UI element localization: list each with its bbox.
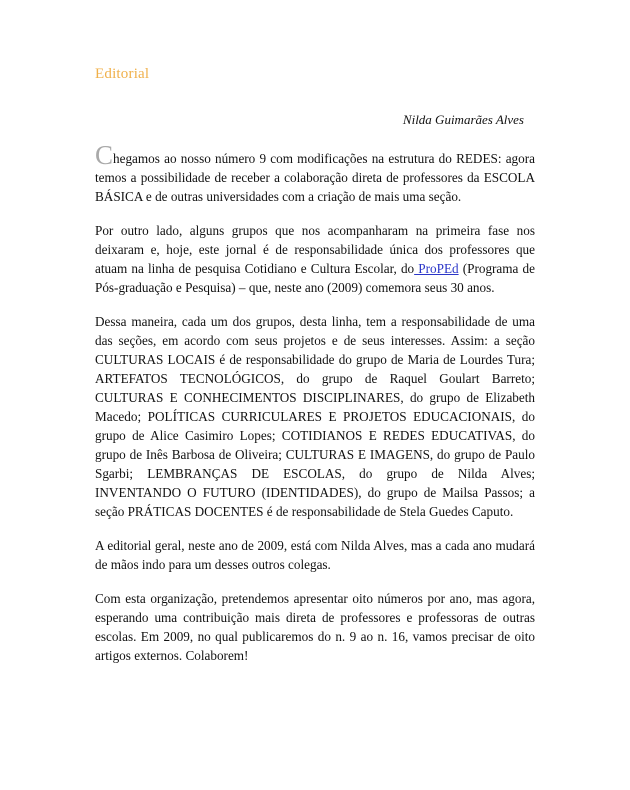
drop-cap: C	[95, 140, 114, 170]
paragraph-3: Dessa maneira, cada um dos grupos, desta linha, tem a responsabilidade de uma das seções, em acordo com seus projetos e de seus interesses. Assim: a seção CULTURAS LOCAIS é de responsabilidade do grupo de Maria de Lourdes Tura; ARTEFATOS TECNOLÓGICOS, do grupo de Raquel Goulart Barreto; CULTURAS E CONHECIMENTOS DISCIPLINARES, do grupo de Elizabeth Macedo; POLÍTICAS CURRICULARES E PROJETOS EDUCACIONAIS, do grupo de Alice Casimiro Lopes; COTIDIANOS E REDES EDUCATIVAS, do grupo de Inês Barbosa de Oliveira; CULTURAS E IMAGENS, do grupo de Paulo Sgarbi; LEMBRANÇAS DE ESCOLAS, do grupo de Nilda Alves; INVENTANDO O FUTURO (IDENTIDADES), do grupo de Mailsa Passos; a seção PRÁTICAS DOCENTES é de responsabilidade de Stela Guedes Caputo.	[95, 314, 535, 519]
paragraph-2-text-before-link: Por outro lado, alguns grupos que nos acompanharam na primeira fase nos deixaram e, hoje, este jornal é de responsabilidade única dos professores que atuam na linha de pesquisa Cotidiano e Cultura Escolar, do	[95, 223, 535, 276]
editorial-body	[95, 140, 535, 680]
paragraph-2-text-after-link: (Programa de Pós-graduação e Pesquisa) – que, neste ano (2009) comemora seus 30 anos.	[95, 261, 535, 295]
paragraph-2	[95, 221, 535, 297]
paragraph-5: Com esta organização, pretendemos apresentar oito números por ano, mas agora, esperando uma contribuição mais direta de professores e professoras de outras escolas. Em 2009, no qual publicaremos do n. 9 ao n. 16, vamos precisar de oito artigos externos. Colaborem!	[95, 591, 535, 663]
proped-link[interactable]: ProPEd	[414, 261, 459, 276]
author-name: Nilda Guimarães Alves	[402, 112, 524, 127]
paragraph-1-text: hegamos ao nosso número 9 com modificações na estrutura do REDES: agora temos a possibilidade de receber a colaboração direta de professores da ESCOLA BÁSICA e de outras universidades com a criação de mais uma seção.	[95, 151, 535, 204]
paragraph-1	[95, 140, 535, 206]
section-title: Editorial	[95, 66, 150, 82]
paragraph-4: A editorial geral, neste ano de 2009, está com Nilda Alves, mas a cada ano mudará de mãos indo para um desses outros colegas.	[95, 538, 535, 572]
